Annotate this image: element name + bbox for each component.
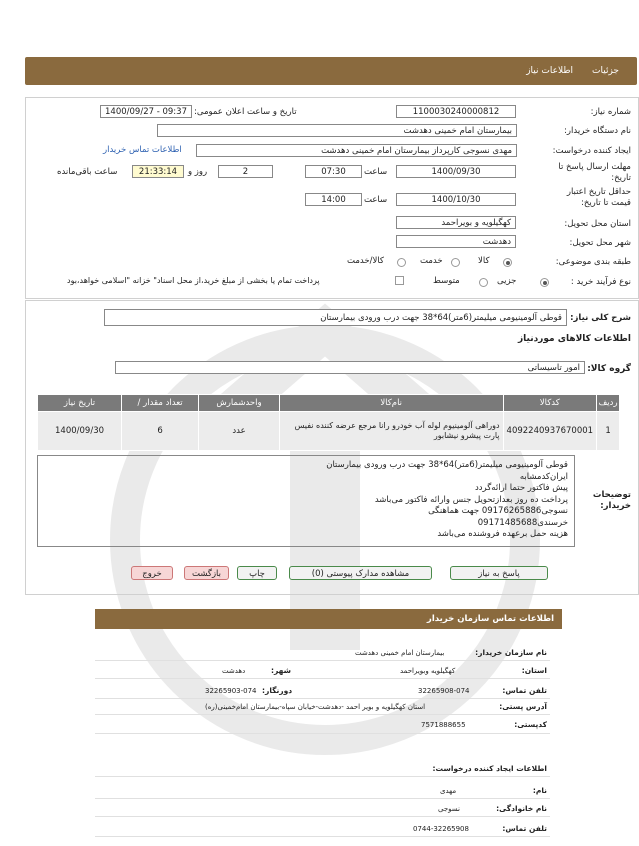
buyer-org-field: بیمارستان امام خمینی دهدشت [157, 124, 517, 137]
creator-phone-label: تلفن تماس: [502, 824, 547, 833]
creator-label: ایجاد کننده درخواست: [552, 146, 631, 156]
need-number-label: شماره نیاز: [590, 107, 631, 117]
header-subtitle[interactable]: اطلاعات نیاز [526, 66, 573, 76]
contact-fax-label: دورنگار: [262, 686, 293, 695]
creator-field: مهدی نسوجی کارپرداز بیمارستان امام خمینی دهدشت [196, 144, 517, 157]
deadline-time-field: 07:30 [305, 165, 362, 178]
cell-name: دوراهی آلومینیوم لوله آب خودرو رانا مرجع عرضه کننده نفیس پارت پیشرو نیشابور [279, 412, 503, 451]
divider [95, 678, 550, 679]
col-code: کدکالا [503, 395, 597, 412]
buyer-org-label: نام دستگاه خریدار: [564, 126, 631, 136]
category-goods-label: کالا [478, 256, 490, 266]
process-partial-radio[interactable] [540, 278, 549, 287]
creator-first: مهدی [440, 787, 457, 795]
category-goods-radio[interactable] [503, 258, 512, 267]
table-row [38, 412, 620, 451]
reply-button[interactable]: پاسخ به نیاز [450, 566, 548, 580]
group-label: گروه کالا: [587, 364, 631, 374]
buyer-note-line: هزینه حمل برعهده فروشنده می‌باشد [437, 529, 568, 539]
contact-address: استان کهگیلویه و بویر احمد -دهدشت-خیابان سپاه-بیمارستان امام‌خمینی(ره) [205, 703, 426, 711]
remaining-time-field: 21:33:14 [132, 165, 184, 178]
contact-province: کهگیلویه وبویراحمد [400, 667, 456, 675]
page-header [25, 57, 637, 85]
table-header-row [38, 395, 620, 412]
category-label: طبقه بندی موضوعی: [555, 257, 631, 267]
process-label: نوع فرآیند خرید : [570, 277, 631, 287]
contact-city-label: شهر: [271, 666, 291, 675]
goods-info-title: اطلاعات کالاهای موردنیاز [517, 334, 631, 344]
contact-fax: 32265903-074 [205, 687, 257, 695]
process-medium-radio[interactable] [479, 278, 488, 287]
days-label: روز و [188, 167, 208, 177]
creator-info-title: اطلاعات ایجاد کننده درخواست: [432, 764, 547, 773]
city-field: دهدشت [396, 235, 516, 248]
deadline-time-label: ساعت [364, 167, 388, 177]
payment-note: پرداخت تمام یا بخشی از مبلغ خرید،از محل اسناد" خزانه "اسلامی خواهد،بود [67, 276, 320, 285]
summary-field: قوطی آلومینیومی میلیمتر(6متر)64*38 جهت درب ورودی بیمارستان [104, 309, 567, 326]
min-validity-time-label: ساعت [364, 195, 388, 205]
header-title[interactable]: جزئیات [592, 66, 619, 76]
col-qty: تعداد مقدار / [122, 395, 199, 412]
province-field: کهگیلویه و بویراحمد [396, 216, 516, 229]
contact-postal: 7571888655 [421, 721, 466, 729]
divider [95, 714, 550, 715]
creator-last-label: نام خانوادگی: [496, 804, 547, 813]
contact-address-label: آدرس پستی: [499, 702, 547, 711]
buyer-notes-label: توضیحات خریدار: [592, 490, 631, 511]
creator-first-label: نام: [532, 786, 547, 795]
buyer-note-line: خرسندی09171485688 [477, 517, 568, 528]
deadline-date-field: 1400/09/30 [396, 165, 516, 178]
buyer-note-line: پیش فاکتور حتما ارائه‌گردد [474, 483, 568, 493]
deadline-label: مهلت ارسال پاسخ تا تاریخ: [558, 162, 631, 183]
divider [95, 698, 550, 699]
summary-label: شرح کلی نیاز: [570, 313, 631, 323]
need-number-field: 1100030240000812 [396, 105, 516, 118]
city-label: شهر محل تحویل: [569, 238, 631, 248]
divider [95, 660, 550, 661]
category-service-label: خدمت [420, 256, 443, 266]
process-partial-label: جزیی [497, 276, 517, 286]
min-validity-date-field: 1400/10/30 [396, 193, 516, 206]
contact-title: اطلاعات تماس سازمان خریدار [426, 614, 554, 624]
contact-postal-label: کدپستی: [514, 720, 547, 729]
process-medium-label: متوسط [433, 276, 460, 286]
creator-phone: 0744-32265908 [413, 825, 469, 833]
cell-qty: 6 [122, 412, 199, 451]
buyer-note-line: پرداخت ده روز بعدازتحویل جنس وارائه فاکتور می‌باشد [374, 494, 568, 505]
cell-row: 1 [597, 412, 620, 451]
payment-checkbox[interactable] [395, 276, 404, 285]
buyer-contact-link[interactable]: اطلاعات تماس خریدار [103, 145, 182, 155]
col-row: ردیف [597, 395, 620, 412]
col-date: تاریخ نیاز [38, 395, 122, 412]
contact-province-label: استان: [521, 666, 547, 675]
contact-header [95, 609, 562, 629]
buyer-notes-box [37, 455, 575, 547]
min-validity-time-field: 14:00 [305, 193, 362, 206]
category-both-radio[interactable] [397, 258, 406, 267]
days-field: 2 [218, 165, 273, 178]
contact-city: دهدشت [222, 667, 246, 675]
remaining-label: ساعت باقی‌مانده [57, 167, 118, 177]
group-field: امور تاسیساتی [115, 361, 585, 374]
contact-phone-label: تلفن تماس: [502, 686, 547, 695]
cell-date: 1400/09/30 [38, 412, 122, 451]
buyer-note-line: نسوجی09176265886 جهت هماهنگی [428, 506, 568, 516]
divider [95, 733, 550, 734]
exit-button[interactable]: خروج [131, 566, 173, 580]
buyer-note-line: قوطی آلومینیومی میلیمتر(6متر)64*38 جهت درب ورودی بیمارستان [326, 460, 568, 470]
creator-last: نسوجی [438, 805, 460, 813]
min-validity-label: حداقل تاریخ اعتبار قیمت تا تاریخ: [566, 187, 631, 208]
divider [95, 798, 550, 799]
announce-label: تاریخ و ساعت اعلان عمومی: [194, 107, 297, 117]
attachments-button[interactable]: مشاهده مدارک پیوستی (0) [289, 566, 432, 580]
province-label: استان محل تحویل: [564, 219, 631, 229]
divider [95, 816, 550, 817]
category-both-label: کالا/خدمت [347, 256, 384, 266]
print-button[interactable]: چاپ [237, 566, 277, 580]
cell-code: 4092240937670001 [503, 412, 597, 451]
category-service-radio[interactable] [451, 258, 460, 267]
col-unit: واحدشمارش [199, 395, 280, 412]
contact-buyer-name: بیمارستان امام خمینی دهدشت [355, 649, 445, 657]
contact-phone: 32265908-074 [418, 687, 470, 695]
back-button[interactable]: بازگشت [184, 566, 229, 580]
buyer-note-line: ایران‌کدمشابه [519, 471, 568, 482]
col-name: نام‌کالا [279, 395, 503, 412]
divider [95, 836, 550, 837]
items-table [37, 394, 620, 451]
contact-buyer-name-label: نام سازمان خریدار: [475, 648, 547, 657]
divider [95, 776, 550, 777]
cell-unit: عدد [199, 412, 280, 451]
announce-field: 1400/09/27 - 09:37 [100, 105, 192, 118]
